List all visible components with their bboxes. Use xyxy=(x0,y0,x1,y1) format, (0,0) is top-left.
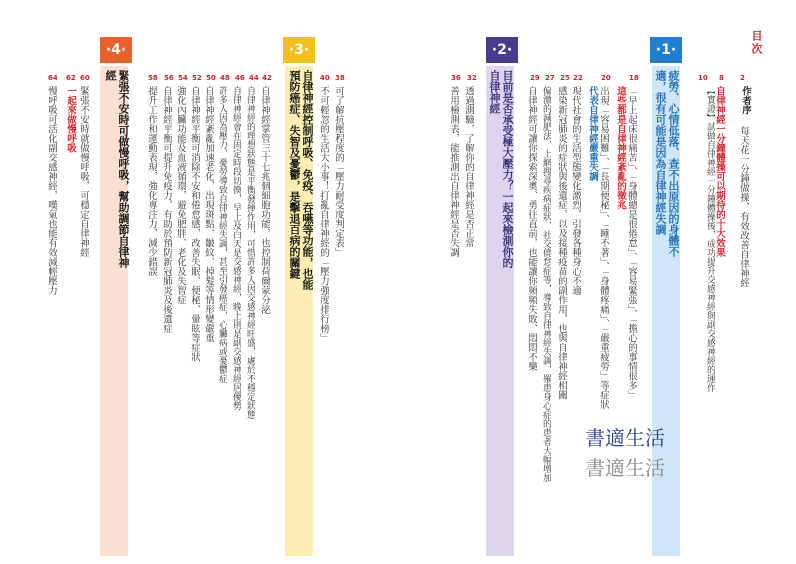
chapter-3-title: 自律神經控制呼吸、免疫、吞嚥等功能，也能預防癌症、失智及憂鬱，是擊退百病的關鍵 xyxy=(288,70,314,290)
ch1-item-page: 25 xyxy=(560,74,570,82)
preface-label: 作者序 xyxy=(740,86,751,115)
ch3-item: 不可輕忽的生活大小事！打亂自律神經的「壓力強度排行榜」 xyxy=(318,86,329,343)
chapter-2-title: 目前是否承受極大壓力？一起來檢測你的自律神經 xyxy=(488,70,514,268)
ch1-item: 自律神經可讓你探索深奧、勇往直前，也能讓你頻頻失敗、悶悶不樂 xyxy=(526,86,537,371)
ch1-item-page: 27 xyxy=(545,74,555,82)
ch3-item-page: 56 xyxy=(164,74,174,82)
ch3-item-page: 46 xyxy=(235,74,245,82)
ch3-item: 許多人因為壓力、憂勞導致自律神經失調，甚至引發癌症、心臟病或憂鬱症 xyxy=(217,86,227,383)
ch4-item: 緊張不安時就做慢呼吸，可穩定自律神經 xyxy=(78,86,89,257)
ch4-item-page: 64 xyxy=(48,74,58,82)
ch3-item: 自律神經的理想狀態是平衡發揮作用，可惜許多人因交感神經旺盛，處於不穩定狀態 xyxy=(245,86,255,419)
chapter-4-badge: · 4 · xyxy=(100,37,132,63)
ch3-item-page: 40 xyxy=(320,74,330,82)
ch1-item: 出現「容易困難」、「長期便秘」、「睡不著」、「身體疼痛」、「嚴重疲勞」等症狀 xyxy=(598,86,609,409)
chapter-1-badge: · 1 · xyxy=(650,37,682,63)
ch3-item: 自律神經會在固定時段切換，早上及白天是交感神經，晚上則是副交感神經居優勢 xyxy=(231,86,241,410)
ch4-item-page: 62 xyxy=(66,74,76,82)
chapter-4-title: 緊張不安時可做慢呼吸，幫助調節自律神經 xyxy=(104,70,130,268)
chapter-2-badge: · 2 · xyxy=(486,37,518,63)
ch3-item: 強化內臟功能及血液循環，避免肥胖、老化及失智症 xyxy=(175,86,186,305)
ch3-item-page: 52 xyxy=(192,74,202,82)
ch3-item: 可了解抗壓程度的「壓力耐受度判定表」 xyxy=(333,86,344,257)
ch3-item: 自律神經平衡可消除不安和倦怠感，改善失眠、便秘、暈眩等症狀 xyxy=(189,86,200,362)
ch1-item: 現代社會的生活型態變化激烈，引發各種身心不適 xyxy=(570,86,581,295)
ch1-item-page: 29 xyxy=(530,74,540,82)
toc-title: 目次 xyxy=(750,30,763,56)
entry-text: 【實證】試做自律神經一分鐘體操後，成功提升交感神經與副交感神經的運作 xyxy=(705,86,715,392)
ch3-item: 自律神經紊亂加速老化，出現斑點、皺紋、掉髮等情形變嚴重 xyxy=(203,86,214,343)
chapter-3-badge: · 3 · xyxy=(283,37,315,63)
ch1-item: 感染新冠肺炎的症狀與後遺症，以及接種疫苗的副作用，也與自律神經相關 xyxy=(556,86,567,400)
ch3-item-page: 54 xyxy=(178,74,188,82)
ch1-item-page: 18 xyxy=(629,74,639,82)
ch2-item-page: 36 xyxy=(451,74,461,82)
preface-page: 2 xyxy=(740,74,745,82)
ch2-item: 善用檢測表，能推測出自律神經是否失調 xyxy=(448,86,459,257)
ch3-item: 提升工作和運動表現，強化專注力，減少錯誤 xyxy=(146,86,157,276)
ch3-item-page: 38 xyxy=(335,74,345,82)
ch3-item-page: 44 xyxy=(249,74,259,82)
ch1-item: 偏激的減肥法、上網搜尋疾病症狀、社交僥怠症等，導致自律神經失調，罹患身心症的患者大幅增加 xyxy=(541,86,551,482)
ch1-item-page: 20 xyxy=(601,74,611,82)
ch3-item-page: 50 xyxy=(206,74,216,82)
entry-page: 10 xyxy=(698,74,708,82)
entry-page: 8 xyxy=(719,74,724,82)
ch2-item-page: 32 xyxy=(467,74,477,82)
ch2-item: 透過測驗，了解你的自律神經是否正常 xyxy=(463,86,474,248)
ch4-item: 一起來做慢呼吸 xyxy=(65,86,76,153)
preface-text: 每天花一分鐘做操，有效改善自律神經 xyxy=(738,126,749,288)
ch4-item: 慢呼吸可活化副交感神經，嘆氣也能有效減輕壓力 xyxy=(46,86,57,295)
watermark: 書適生活 xyxy=(585,426,665,450)
entry-text: 自律神經一分鐘體操可以期待的十大效果 xyxy=(714,86,725,257)
watermark: 書適生活 xyxy=(585,456,665,480)
chapter-1-title: 疲勞、心情低落、查不出原因的身體不適，很有可能是因為自律神經失調 xyxy=(654,70,680,257)
ch3-item-page: 48 xyxy=(220,74,230,82)
ch1-item: 這些都是自律神經紊亂的徵兆 xyxy=(615,86,626,210)
ch3-item-page: 42 xyxy=(262,74,272,82)
ch3-item: 自律神經掌管三十七兆個細胞功能，也控制荷爾蒙分泌 xyxy=(259,86,270,314)
ch1-item: 代表自律神經嚴重失調 xyxy=(587,86,598,181)
ch3-item-page: 58 xyxy=(148,74,158,82)
ch1-item: 「早上起床很痛苦」、「身體總是很倦怠」、「容易緊張」、「擔心的事情很多」 xyxy=(626,86,637,400)
ch3-item: 自律神經平衡可提升免疫力，有助於預防新冠肺炎及後遺症 xyxy=(161,86,172,333)
ch1-item-page: 22 xyxy=(573,74,583,82)
ch4-item-page: 60 xyxy=(80,74,90,82)
